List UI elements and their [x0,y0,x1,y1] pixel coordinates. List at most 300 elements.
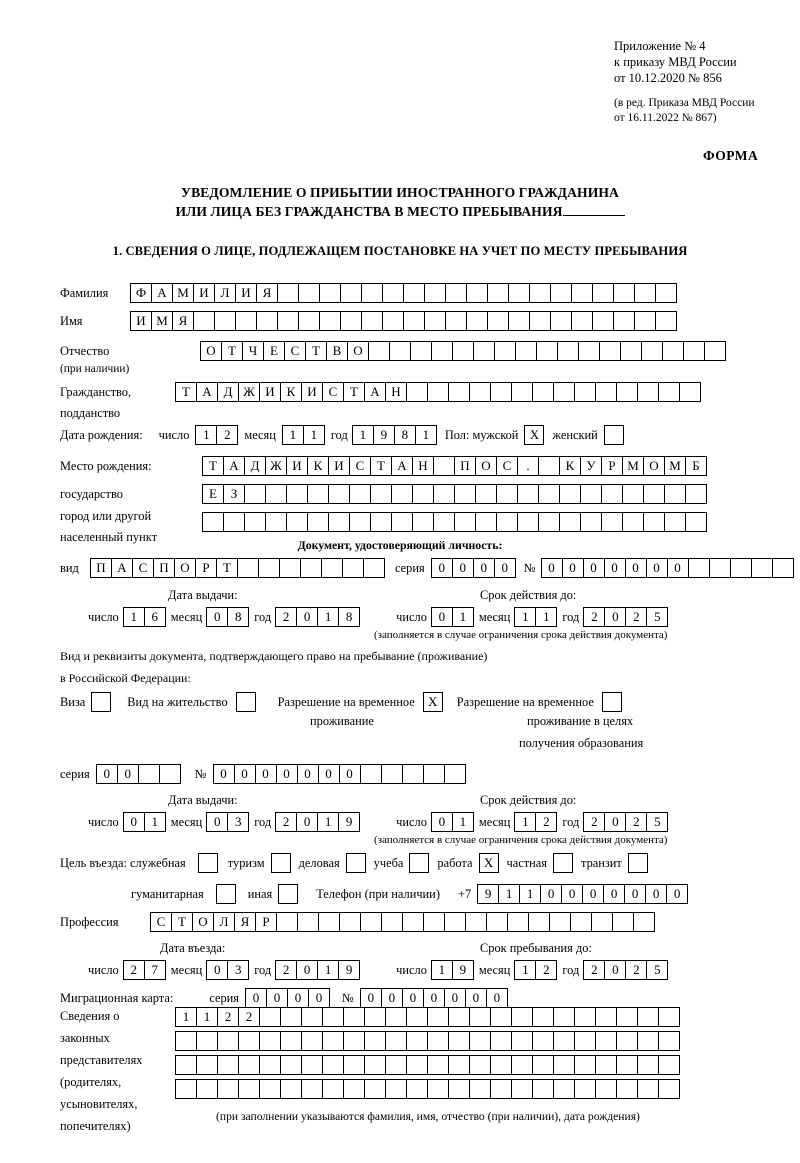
char-cell[interactable]: И [259,382,281,402]
char-cell[interactable] [175,1031,197,1051]
char-cell[interactable] [571,283,593,303]
char-cell[interactable] [574,1055,596,1075]
char-cell[interactable]: 1 [535,607,557,627]
char-cell[interactable] [433,456,455,476]
char-cell[interactable] [235,311,257,331]
char-cell[interactable] [511,1055,533,1075]
migration-card-series-input[interactable] [245,988,330,1008]
char-cell[interactable] [301,1079,323,1099]
char-cell[interactable] [196,1055,218,1075]
char-cell[interactable]: 0 [423,988,445,1008]
purpose-work-checkbox[interactable]: X [479,853,499,873]
char-cell[interactable] [406,1079,428,1099]
char-cell[interactable] [342,558,364,578]
char-cell[interactable] [402,764,424,784]
char-cell[interactable]: Ж [265,456,287,476]
char-cell[interactable] [280,1031,302,1051]
char-cell[interactable] [658,382,680,402]
char-cell[interactable]: 0 [234,764,256,784]
char-cell[interactable] [202,512,224,532]
char-cell[interactable]: 1 [317,960,339,980]
char-cell[interactable] [448,382,470,402]
char-cell[interactable] [496,484,518,504]
char-cell[interactable] [280,1007,302,1027]
char-cell[interactable] [322,1007,344,1027]
char-cell[interactable] [511,382,533,402]
char-cell[interactable]: 0 [444,988,466,1008]
char-cell[interactable] [508,283,530,303]
entry-to-day-input[interactable] [431,960,474,980]
char-cell[interactable] [277,283,299,303]
char-cell[interactable] [217,1079,239,1099]
char-cell[interactable]: Р [255,912,277,932]
char-cell[interactable] [368,341,390,361]
char-cell[interactable]: 2 [625,960,647,980]
citizenship-input[interactable] [175,382,701,402]
char-cell[interactable]: 2 [583,607,605,627]
stay-valid-year-input[interactable] [583,812,668,832]
char-cell[interactable] [300,558,322,578]
char-cell[interactable] [658,1031,680,1051]
char-cell[interactable]: . [517,456,539,476]
char-cell[interactable] [511,1031,533,1051]
char-cell[interactable] [259,1007,281,1027]
char-cell[interactable] [427,1079,449,1099]
char-cell[interactable] [511,1079,533,1099]
char-cell[interactable] [532,1079,554,1099]
char-cell[interactable]: 6 [144,607,166,627]
char-cell[interactable]: М [151,311,173,331]
char-cell[interactable] [595,1007,617,1027]
char-cell[interactable] [196,1031,218,1051]
char-cell[interactable]: 2 [535,812,557,832]
char-cell[interactable] [339,912,361,932]
entry-day-input[interactable] [123,960,166,980]
char-cell[interactable]: И [193,283,215,303]
char-cell[interactable] [364,1007,386,1027]
char-cell[interactable] [685,512,707,532]
char-cell[interactable] [580,512,602,532]
char-cell[interactable] [410,341,432,361]
char-cell[interactable] [381,764,403,784]
char-cell[interactable]: 0 [431,558,453,578]
char-cell[interactable] [259,1079,281,1099]
char-cell[interactable]: 0 [296,812,318,832]
char-cell[interactable]: 0 [604,607,626,627]
char-cell[interactable] [391,512,413,532]
char-cell[interactable]: 0 [452,558,474,578]
migration-card-number-input[interactable] [360,988,508,1008]
char-cell[interactable]: Б [685,456,707,476]
char-cell[interactable]: С [284,341,306,361]
char-cell[interactable]: 0 [624,884,646,904]
char-cell[interactable] [574,1031,596,1051]
char-cell[interactable]: Т [370,456,392,476]
char-cell[interactable]: 0 [603,884,625,904]
char-cell[interactable]: Н [412,456,434,476]
char-cell[interactable]: Т [343,382,365,402]
char-cell[interactable]: 0 [667,558,689,578]
char-cell[interactable] [528,912,550,932]
birthplace-input-line1[interactable] [202,456,707,476]
char-cell[interactable]: Н [385,382,407,402]
identity-issue-month-input[interactable] [206,607,249,627]
birthplace-input-line3[interactable] [202,512,707,532]
char-cell[interactable]: 1 [195,425,217,445]
entry-to-month-input[interactable] [514,960,557,980]
char-cell[interactable]: А [196,382,218,402]
char-cell[interactable] [276,912,298,932]
char-cell[interactable] [517,512,539,532]
char-cell[interactable] [655,311,677,331]
char-cell[interactable]: 0 [604,812,626,832]
sex-male-checkbox[interactable]: X [524,425,544,445]
char-cell[interactable]: Т [305,341,327,361]
char-cell[interactable] [620,341,642,361]
char-cell[interactable] [385,1055,407,1075]
char-cell[interactable]: О [475,456,497,476]
char-cell[interactable] [343,1031,365,1051]
char-cell[interactable]: 1 [514,607,536,627]
char-cell[interactable]: 0 [473,558,495,578]
char-cell[interactable]: Т [216,558,238,578]
purpose-transit-checkbox[interactable] [628,853,648,873]
char-cell[interactable] [591,912,613,932]
char-cell[interactable]: 2 [123,960,145,980]
char-cell[interactable] [634,311,656,331]
identity-issue-day-input[interactable] [123,607,166,627]
char-cell[interactable]: 0 [297,764,319,784]
char-cell[interactable]: 1 [196,1007,218,1027]
char-cell[interactable]: 0 [296,960,318,980]
char-cell[interactable]: С [322,382,344,402]
char-cell[interactable]: 2 [216,425,238,445]
stay-issue-day-input[interactable] [123,812,166,832]
char-cell[interactable] [613,311,635,331]
char-cell[interactable]: 5 [646,960,668,980]
char-cell[interactable]: 1 [519,884,541,904]
char-cell[interactable] [217,1031,239,1051]
char-cell[interactable]: 7 [144,960,166,980]
char-cell[interactable] [730,558,752,578]
char-cell[interactable]: 0 [287,988,309,1008]
char-cell[interactable] [466,311,488,331]
char-cell[interactable]: 0 [318,764,340,784]
char-cell[interactable] [599,341,621,361]
char-cell[interactable] [529,283,551,303]
char-cell[interactable] [634,283,656,303]
char-cell[interactable] [637,1055,659,1075]
birth-year-input[interactable] [352,425,437,445]
char-cell[interactable] [655,283,677,303]
char-cell[interactable] [507,912,529,932]
char-cell[interactable] [612,912,634,932]
char-cell[interactable]: 0 [360,988,382,1008]
char-cell[interactable] [532,382,554,402]
char-cell[interactable] [494,341,516,361]
char-cell[interactable]: 9 [452,960,474,980]
char-cell[interactable]: О [347,341,369,361]
char-cell[interactable] [237,558,259,578]
char-cell[interactable] [175,1079,197,1099]
sex-female-checkbox[interactable] [604,425,624,445]
char-cell[interactable] [688,558,710,578]
char-cell[interactable]: И [235,283,257,303]
char-cell[interactable]: А [111,558,133,578]
char-cell[interactable] [322,1079,344,1099]
char-cell[interactable]: А [391,456,413,476]
char-cell[interactable]: О [174,558,196,578]
identity-doc-number-input[interactable] [541,558,794,578]
char-cell[interactable] [448,1055,470,1075]
char-cell[interactable] [595,1031,617,1051]
char-cell[interactable] [553,1031,575,1051]
char-cell[interactable] [452,341,474,361]
char-cell[interactable]: А [151,283,173,303]
char-cell[interactable] [550,311,572,331]
char-cell[interactable]: 9 [477,884,499,904]
char-cell[interactable] [193,311,215,331]
char-cell[interactable] [490,1055,512,1075]
char-cell[interactable]: К [280,382,302,402]
stay-issue-month-input[interactable] [206,812,249,832]
char-cell[interactable]: 2 [275,607,297,627]
char-cell[interactable]: М [622,456,644,476]
char-cell[interactable] [322,1031,344,1051]
char-cell[interactable] [622,484,644,504]
char-cell[interactable] [343,1007,365,1027]
char-cell[interactable] [196,1079,218,1099]
char-cell[interactable]: О [192,912,214,932]
char-cell[interactable] [559,512,581,532]
char-cell[interactable] [592,283,614,303]
entry-year-input[interactable] [275,960,360,980]
surname-input[interactable] [130,283,677,303]
char-cell[interactable]: М [172,283,194,303]
char-cell[interactable]: 0 [296,607,318,627]
char-cell[interactable]: 0 [625,558,647,578]
char-cell[interactable]: П [90,558,112,578]
char-cell[interactable]: 2 [583,812,605,832]
char-cell[interactable]: 0 [245,988,267,1008]
char-cell[interactable] [549,912,571,932]
char-cell[interactable]: 8 [338,607,360,627]
char-cell[interactable]: В [326,341,348,361]
char-cell[interactable]: 0 [206,812,228,832]
char-cell[interactable] [532,1031,554,1051]
char-cell[interactable] [529,311,551,331]
char-cell[interactable]: 0 [381,988,403,1008]
char-cell[interactable] [662,341,684,361]
char-cell[interactable]: Д [244,456,266,476]
char-cell[interactable] [469,1079,491,1099]
purpose-study-checkbox[interactable] [409,853,429,873]
char-cell[interactable] [574,1079,596,1099]
char-cell[interactable] [433,512,455,532]
char-cell[interactable] [574,382,596,402]
char-cell[interactable]: 5 [646,812,668,832]
char-cell[interactable] [658,1055,680,1075]
char-cell[interactable] [751,558,773,578]
char-cell[interactable]: 1 [514,812,536,832]
char-cell[interactable]: Ф [130,283,152,303]
char-cell[interactable] [223,512,245,532]
char-cell[interactable] [349,484,371,504]
char-cell[interactable] [496,512,518,532]
char-cell[interactable]: 1 [452,607,474,627]
char-cell[interactable]: 0 [604,960,626,980]
char-cell[interactable] [424,283,446,303]
char-cell[interactable]: 0 [255,764,277,784]
char-cell[interactable] [244,512,266,532]
char-cell[interactable] [473,341,495,361]
char-cell[interactable] [613,283,635,303]
char-cell[interactable] [643,484,665,504]
legal-rep-input-line1[interactable] [175,1007,680,1027]
char-cell[interactable]: 0 [117,764,139,784]
char-cell[interactable] [616,1055,638,1075]
char-cell[interactable] [340,283,362,303]
char-cell[interactable]: Т [175,382,197,402]
char-cell[interactable] [343,1079,365,1099]
char-cell[interactable] [318,912,340,932]
char-cell[interactable]: 2 [625,812,647,832]
char-cell[interactable] [571,311,593,331]
char-cell[interactable]: 0 [96,764,118,784]
char-cell[interactable] [454,484,476,504]
char-cell[interactable]: С [496,456,518,476]
char-cell[interactable]: 5 [646,607,668,627]
char-cell[interactable] [360,912,382,932]
char-cell[interactable]: Ж [238,382,260,402]
char-cell[interactable] [578,341,600,361]
char-cell[interactable] [277,311,299,331]
char-cell[interactable] [475,484,497,504]
char-cell[interactable] [424,311,446,331]
char-cell[interactable] [486,912,508,932]
residence-permit-checkbox[interactable] [236,692,256,712]
char-cell[interactable] [361,283,383,303]
char-cell[interactable] [297,912,319,932]
char-cell[interactable] [406,382,428,402]
legal-rep-input-line4[interactable] [175,1079,680,1099]
char-cell[interactable] [448,1007,470,1027]
char-cell[interactable] [445,283,467,303]
char-cell[interactable]: 8 [227,607,249,627]
char-cell[interactable]: 0 [276,764,298,784]
char-cell[interactable]: 9 [338,960,360,980]
char-cell[interactable]: 8 [394,425,416,445]
char-cell[interactable] [319,283,341,303]
char-cell[interactable] [550,283,572,303]
char-cell[interactable]: С [150,912,172,932]
identity-valid-year-input[interactable] [583,607,668,627]
char-cell[interactable] [412,484,434,504]
char-cell[interactable] [538,512,560,532]
purpose-humanitarian-checkbox[interactable] [216,884,236,904]
char-cell[interactable] [637,1007,659,1027]
edu-residence-checkbox[interactable] [602,692,622,712]
char-cell[interactable] [515,341,537,361]
char-cell[interactable]: 0 [646,558,668,578]
purpose-business-checkbox[interactable] [346,853,366,873]
char-cell[interactable] [322,1055,344,1075]
char-cell[interactable]: Е [263,341,285,361]
char-cell[interactable] [406,1031,428,1051]
char-cell[interactable] [490,1007,512,1027]
identity-doc-series-input[interactable] [431,558,516,578]
char-cell[interactable] [279,558,301,578]
identity-valid-day-input[interactable] [431,607,474,627]
char-cell[interactable]: 1 [452,812,474,832]
char-cell[interactable]: 1 [415,425,437,445]
stay-valid-day-input[interactable] [431,812,474,832]
char-cell[interactable]: К [559,456,581,476]
char-cell[interactable] [508,311,530,331]
char-cell[interactable]: А [364,382,386,402]
char-cell[interactable]: З [223,484,245,504]
char-cell[interactable] [361,311,383,331]
char-cell[interactable] [538,484,560,504]
char-cell[interactable] [175,1055,197,1075]
entry-month-input[interactable] [206,960,249,980]
char-cell[interactable] [286,484,308,504]
char-cell[interactable]: 0 [402,988,424,1008]
char-cell[interactable] [406,1055,428,1075]
char-cell[interactable]: 0 [582,884,604,904]
identity-doc-kind-input[interactable] [90,558,385,578]
birthplace-input-line2[interactable] [202,484,707,504]
char-cell[interactable] [658,1079,680,1099]
char-cell[interactable]: У [580,456,602,476]
char-cell[interactable] [633,912,655,932]
char-cell[interactable]: 0 [561,884,583,904]
char-cell[interactable]: 0 [540,884,562,904]
char-cell[interactable] [557,341,579,361]
char-cell[interactable] [454,512,476,532]
char-cell[interactable] [328,484,350,504]
char-cell[interactable]: 0 [465,988,487,1008]
char-cell[interactable]: 0 [583,558,605,578]
stay-valid-month-input[interactable] [514,812,557,832]
name-input[interactable] [130,311,677,331]
char-cell[interactable] [709,558,731,578]
identity-issue-year-input[interactable] [275,607,360,627]
char-cell[interactable]: Р [601,456,623,476]
char-cell[interactable] [466,283,488,303]
char-cell[interactable] [389,341,411,361]
profession-input[interactable] [150,912,655,932]
char-cell[interactable] [406,1007,428,1027]
char-cell[interactable] [490,382,512,402]
char-cell[interactable]: 0 [266,988,288,1008]
char-cell[interactable] [445,311,467,331]
char-cell[interactable]: С [349,456,371,476]
char-cell[interactable]: А [223,456,245,476]
phone-input[interactable] [477,884,688,904]
purpose-other-checkbox[interactable] [278,884,298,904]
char-cell[interactable] [301,1007,323,1027]
char-cell[interactable] [553,382,575,402]
char-cell[interactable] [385,1007,407,1027]
char-cell[interactable] [423,912,445,932]
char-cell[interactable]: 1 [514,960,536,980]
char-cell[interactable]: 0 [308,988,330,1008]
visa-checkbox[interactable] [91,692,111,712]
char-cell[interactable] [265,512,287,532]
char-cell[interactable] [592,311,614,331]
char-cell[interactable] [427,1055,449,1075]
